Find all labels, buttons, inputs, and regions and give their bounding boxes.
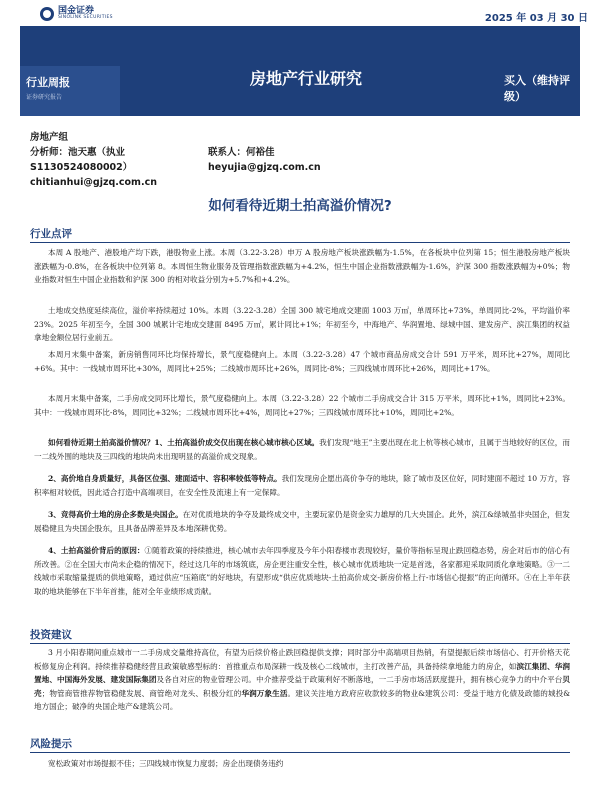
report-subtype: 证券研究报告 xyxy=(26,94,63,101)
paragraph-land: 土地成交热度延续高位，溢价率持续超过 10%。本周（3.22-3.28）全国 300 城宅地成交建面 1003 万㎡，单周环比+73%，单周同比-2%，平均溢价率 23%。2025 年初至今，全国 300 城累计宅地成交建面 8495 万㎡，累计同比+1%；年初至今，中海地产、华润置地、绿城中国、建发房产、滨江集团的权益拿地金额位居行业前五。 xyxy=(34,306,570,342)
paragraph-point-2 xyxy=(34,472,570,499)
paragraph-market: 本周 A 股地产、港股地产均下跌，港股物业上涨。本周（3.22-3.28）申万 A 股房地产板块涨跌幅为-1.5%，在各板块中位列第 15；恒生港股房地产板块涨跌幅为-0.8%，在各板块中位列第 8。本周恒生物业服务及管理指数涨跌幅为+4.2%，恒生中国企业指数涨跌幅为-1.6%，沪深 300 指数涨跌幅为+0%；物业指数对恒生中国企业指数和沪深 300 的相对收益分别为+5.7%和+4.2%。 xyxy=(34,248,570,284)
paragraph-second-hand: 本周月末集中备案，二手房成交同环比增长，景气度稳健向上。本周（3.22-3.28）22 个城市二手房成交合计 315 万平米，周环比+1%，周同比+23%。其中：一线城市周环比-8%，周同比+32%；二线城市周环比+4%，周同比+27%；三四线城市周环比+10%，周同比+2%。 xyxy=(34,394,570,417)
logo-mark-icon xyxy=(40,7,54,21)
rating-label: 买入（维持评级） xyxy=(504,74,570,103)
contact-block xyxy=(208,145,321,175)
section-rule xyxy=(30,643,570,644)
suggestion-beike: 贝壳 xyxy=(34,675,570,698)
contact-name: 联系人：何裕佳 xyxy=(208,147,275,158)
point-2-body: 我们发现房企愿出高价争夺的地块，除了城市及区位好，同时建面不超过 10 万方，容积率相对较低，因此适合打造中高端项目，在安全性及流速上有一定保障。 xyxy=(34,474,570,497)
point-1-heading: 如何看待近期土拍高溢价情况？1、土拍高溢价成交仅出现在核心城市核心区域。 xyxy=(48,438,320,447)
point-2-heading: 2、高价地自身质量好，具备区位强、建面适中、容积率较低等特点。 xyxy=(48,474,282,483)
paragraph-new-home: 本周月末集中备案，新房销售同环比均保持增长，景气度稳健向上。本周（3.22-3.28）47 个城市商品房成交合计 591 万平米，周环比+27%，周同比+6%。其中：一线城市周环比+30%，周同比+25%；二线城市周环比+26%，周同比-8%；三四线城市周环比+26%，周同比+17%。 xyxy=(34,350,570,373)
paragraph-point-4 xyxy=(34,544,570,598)
report-type: 行业周报 xyxy=(26,76,70,89)
suggestion-stocks: 滨江集团、华润置地、中国海外发展、建发国际集团 xyxy=(34,661,570,684)
suggestion-text-1: 3 月小阳春期间重点城市一二手房成交量维持高位，有望为后续价格止跌回稳提供支撑；同时部分中高端项目热销，有望提振后续市场信心、打开价格天花板修复房企利润。持续推荐稳健经营且政策敏感型标的：首推重点布局深耕一线及核心二线城市，主打改善产品，具备持续拿地能力的房企，如 xyxy=(34,648,570,671)
group-name: 房地产组 xyxy=(30,132,69,143)
point-1-body: 我们发现“地王”主要出现在北上杭等核心城市，且属于当地较好的区位，而一二线外围的地块及三四线的地块尚未出现明显的高溢价成交现象。 xyxy=(34,438,570,461)
suggestion-text-2: 及各自对应的物业管理公司。中介推荐受益于政策利好不断落地，一二手房市场活跃度提升，拥有核心竞争力的中介平台 xyxy=(156,675,563,684)
section-title-risk: 风险提示 xyxy=(30,738,72,750)
suggestion-text-3: ；物管商管推荐物管稳健发展、商管绝对龙头、积极分红的 xyxy=(41,688,242,698)
section-rule xyxy=(30,752,570,753)
section-rule xyxy=(30,242,570,243)
company-logo xyxy=(40,6,113,22)
paragraph-risk: 宽松政策对市场提振不佳；三四线城市恢复力度弱；房企出现债务违约 xyxy=(48,759,284,768)
author-block xyxy=(30,130,157,190)
logo-en: SINOLINK SECURITIES xyxy=(58,15,113,21)
section-title-review: 行业点评 xyxy=(30,228,72,240)
analyst-email[interactable]: chitianhui@gjzq.com.cn xyxy=(30,177,157,188)
point-4-heading: 4、土拍高溢价背后的原因： xyxy=(48,546,145,555)
suggestion-crmix: 华润万象生活 xyxy=(241,688,288,698)
point-3-body: 在对优质地块的争夺及最终成交中，主要玩家仍是资金实力雄厚的几大央国企。此外，滨江&绿城虽非央国企，但发展稳健且为央国企股东，且具备品牌差异及本地深耕优势。 xyxy=(34,510,570,533)
report-date: 2025 年 03 月 30 日 xyxy=(484,13,588,24)
point-4-body: ①随着政策的持续推进，核心城市去年四季度及今年小阳春楼市表现较好，量价等指标呈现止跌回稳态势，房企对后市的信心有所改善。②在全国大市尚未企稳的情况下，经过这几年的市场筑底，房企更注重安全性，核心城市优质地块一定是首选，各家都迎采取同质化拿地策略。③一二线城市采取缩量提质的供地策略，通过供应“压箱底”的好地块，有望形成“供应优质地块-土拍高价成交-新房价格上行-市场信心提振”的正向循环。④在上半年获取的地块能够在下半年首推，能对全年业绩形成贡献。 xyxy=(34,546,570,596)
paragraph-point-3 xyxy=(34,508,570,535)
headline: 如何看待近期土拍高溢价情况? xyxy=(208,198,392,214)
logo-cn: 国金证券 xyxy=(58,6,95,17)
section-title-suggestion: 投资建议 xyxy=(30,629,72,641)
report-title: 房地产行业研究 xyxy=(250,69,363,88)
analyst-license: S1130524080002） xyxy=(30,162,133,173)
suggestion-text-4: 。建议关注地方政府应收款较多的物业&建筑公司：受益于地方化债及政德的城投&地方国企；破净的央国企地产&建筑公司。 xyxy=(34,688,571,711)
analyst-name: 分析师：池天惠（执业 xyxy=(30,147,126,158)
paragraph-suggestion xyxy=(34,646,570,714)
point-3-heading: 3、竞得高价土地的房企多数是央国企。 xyxy=(48,510,183,519)
paragraph-point-1 xyxy=(34,436,570,463)
contact-email[interactable]: heyujia@gjzq.com.cn xyxy=(208,162,321,173)
header-banner xyxy=(20,26,580,116)
top-bar xyxy=(0,0,600,26)
